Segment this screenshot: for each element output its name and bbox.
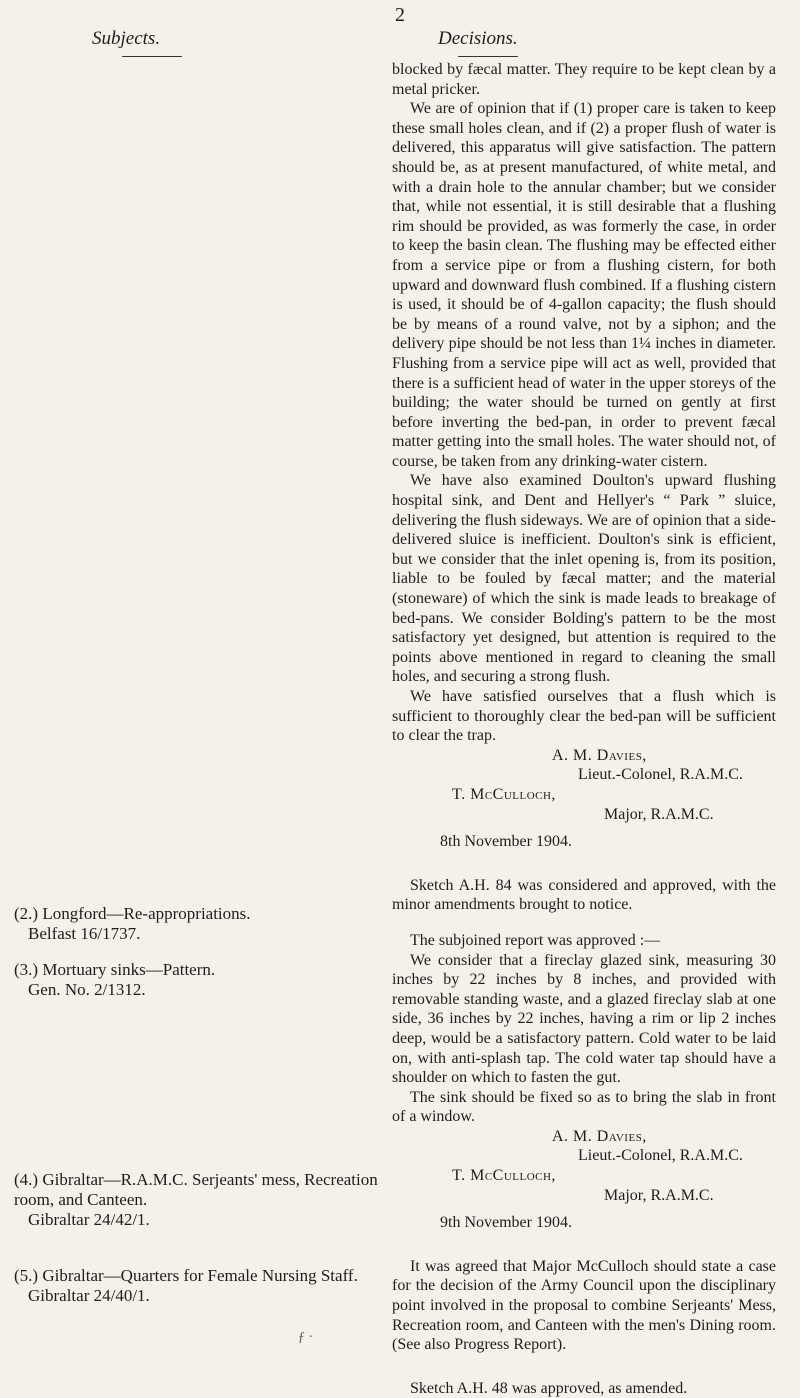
subject-title: (5.) Gibraltar—Quarters for Female Nursing Staff. [14,1266,358,1285]
subject-title: (3.) Mortuary sinks—Pattern. [14,960,216,979]
stray-mark: ƒ · [298,1330,314,1345]
subject-entry-4 [14,1170,382,1230]
subject-entry-3 [14,960,382,1000]
decision-paragraph: The sink should be fixed so as to bring the slab in front of a window. [392,1088,776,1126]
decision-paragraph: The subjoined report was approved :— [410,931,661,949]
decision-paragraph: We have also examined Doulton's upward flushing hospital sink, and Dent and Hellyer's “ Park ” sluice, delivering the flush sideways. We are of opinion that a side-delivered sluice is inefficient. Doulton's sink is efficient, but we consider that the inlet opening is, from its position, liable to be fouled by fæcal matter; and the material (stoneware) of which the sink is made leads to breakage of bed-pans. We consider Bolding's pattern to be the most satisfactory yet designed, but attention is required to the points above mentioned in regard to cleaning the small holes, and securing a strong flush. [392,472,776,686]
decision-date: 9th November 1904. [440,1214,572,1232]
signatory-rank: Lieut.-Colonel, R.A.M.C. [578,766,743,784]
decision-date: 8th November 1904. [440,833,572,851]
decision-paragraph: Sketch A.H. 84 was considered and approved, with the minor amendments brought to notice. [392,876,776,914]
signatory-name: T. McCulloch, [452,785,556,803]
signatory-name: A. M. Davies, [552,1127,647,1145]
decisions-column [392,60,776,1398]
decision-paragraph: We have satisfied ourselves that a flush which is sufficient to thoroughly clear the bed-pan will be sufficient to clear the trap. [392,688,776,745]
subject-reference: Gen. No. 2/1312. [28,980,146,999]
decision-paragraph: We are of opinion that if (1) proper care is taken to keep these small holes clean, and if (2) a proper flush of water is delivered, this apparatus will give satisfaction. The pattern should be, as at present manufactured, of white metal, and with a drain hole to the annular chamber; but we consider that, while not essential, it is still desirable that a flushing rim should be provided, as was formerly the case, in order to keep the basin clean. The flushing may be effected either from a service pipe or from a flushing cistern, for both upward and downward flush combined. If a flushing cistern is used, it should be of 4-gallon capacity; the flush should be by means of a round valve, not by a siphon; and the delivery pipe should be not less than 1¼ inches in diameter. Flushing from a service pipe will act as well, provided that there is a sufficient head of water in the upper storeys of the building; the water should be turned on gently at first before inverting the bed-pan, in order to prevent fæcal matter getting into the small holes. The water should not, of course, be taken from any drinking-water cistern. [392,100,776,470]
signatory-name: T. McCulloch, [452,1167,556,1185]
subject-reference: Gibraltar 24/42/1. [28,1210,150,1229]
signatory-rank: Major, R.A.M.C. [604,1186,714,1204]
subject-title: (4.) Gibraltar—R.A.M.C. Serjeants' mess, Recreation room, and Canteen. [14,1170,378,1209]
subject-entry-2 [14,904,382,944]
signatory-rank: Lieut.-Colonel, R.A.M.C. [578,1147,743,1165]
decision-paragraph: blocked by fæcal matter. They require to be kept clean by a metal pricker. [392,61,776,98]
subject-title: (2.) Longford—Re-appropriations. [14,904,251,923]
subject-reference: Belfast 16/1737. [28,924,141,943]
signature-block-1 [392,746,776,824]
decision-paragraph: It was agreed that Major McCulloch should state a case for the decision of the Army Council upon the disciplinary point involved in the proposal to combine Serjeants' Mess, Recreation room, and Canteen with the men's Dining room. (See also Progress Report). [392,1257,776,1354]
signatory-rank: Major, R.A.M.C. [604,805,714,823]
decisions-header: Decisions. [438,28,518,49]
signature-block-2 [392,1127,776,1205]
page-number: 2 [395,4,405,26]
subject-entry-5 [14,1266,382,1306]
decision-paragraph: We consider that a fireclay glazed sink, measuring 30 inches by 22 inches by 8 inches, and provided with removable standing waste, and a glazed fireclay slab at one side, 36 inches by 22 inches, having a rim or lip 2 inches deep, would be a satisfactory pattern. Cold water to be laid on, with anti-splash tap. The cold water tap should have a shoulder on which to fasten the gut. [392,951,776,1087]
subject-reference: Gibraltar 24/40/1. [28,1286,150,1305]
decisions-header-rule [458,56,518,57]
decision-paragraph: Sketch A.H. 48 was approved, as amended. [410,1379,688,1397]
subjects-header: Subjects. [92,28,161,49]
signatory-name: A. M. Davies, [552,746,647,764]
subjects-header-rule [122,56,182,57]
